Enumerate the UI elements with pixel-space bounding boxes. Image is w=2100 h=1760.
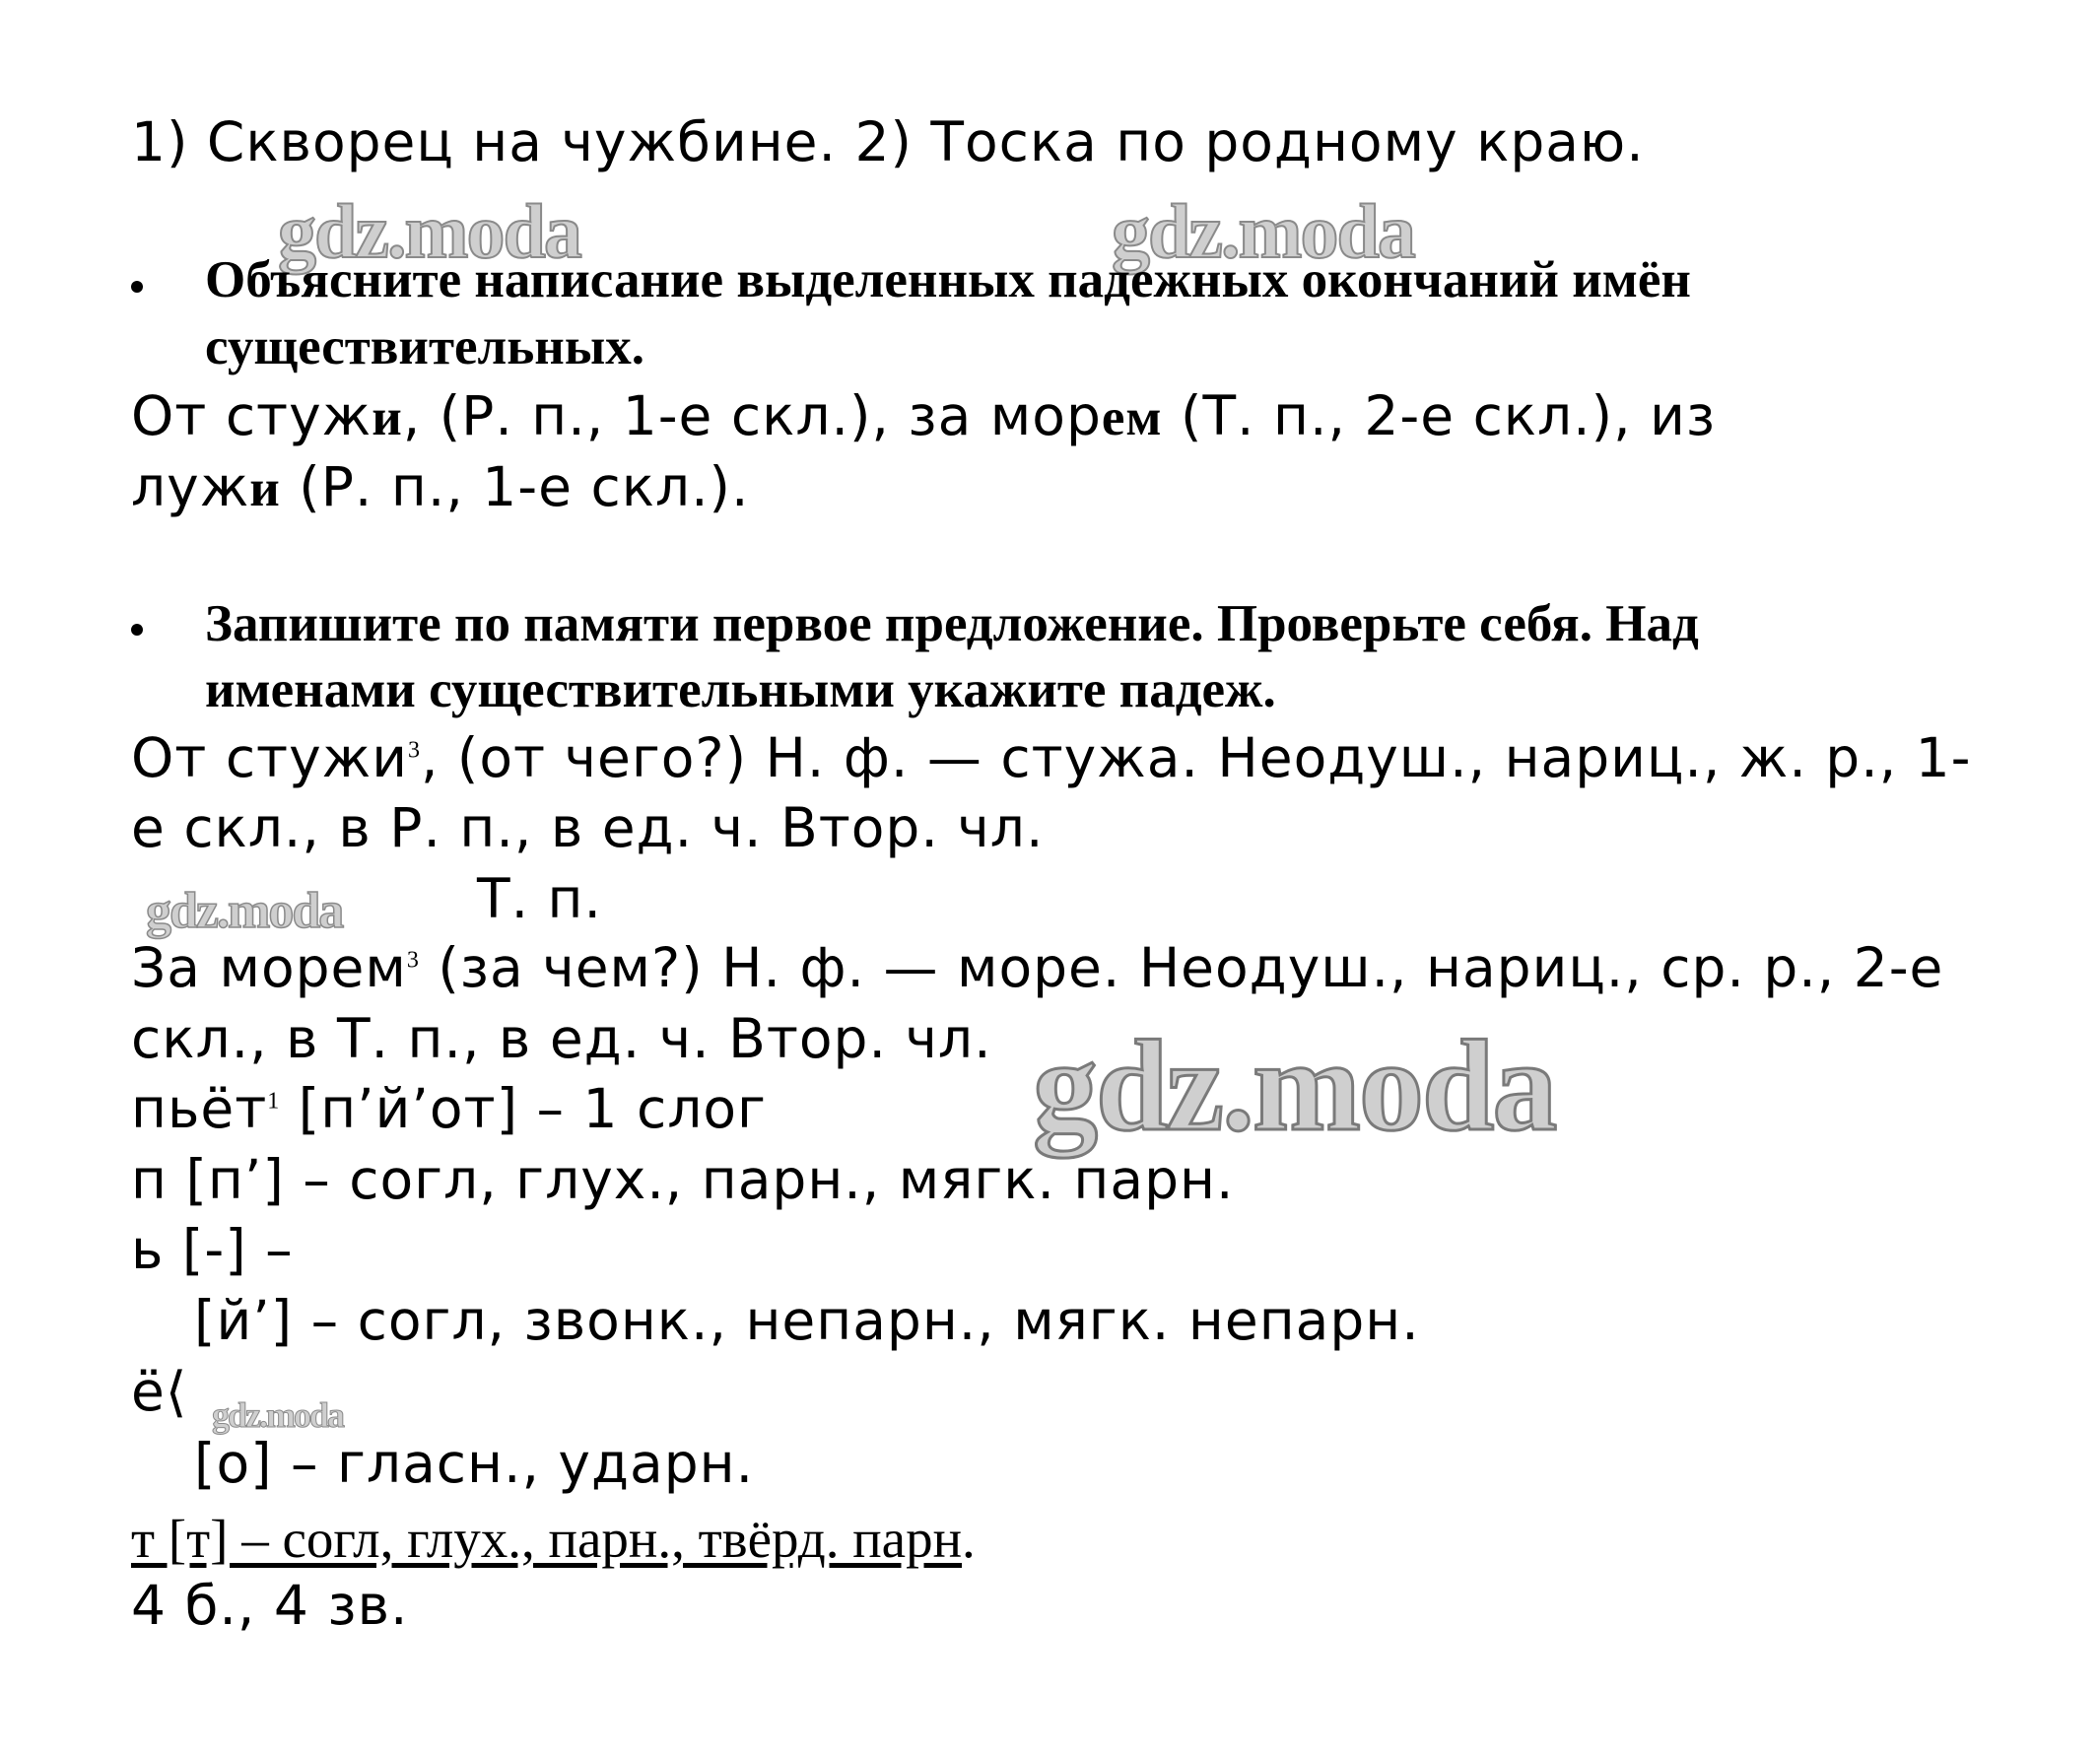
task-1-heading: Объясните написание выделенных падежных окончаний имён bbox=[205, 251, 1691, 308]
phonetic-line: п [п’] – согл, глух., парн., мягк. парн. bbox=[131, 1148, 1235, 1211]
answer-line: е скл., в Р. п., в ед. ч. Втор. чл. bbox=[131, 796, 1045, 859]
phonetic-line: [о] – гласн., ударн. bbox=[194, 1432, 755, 1495]
task-1-heading-cont: существительных. bbox=[205, 318, 644, 375]
answer-line-1: 1) Скворец на чужбине. 2) Тоска по родному краю. bbox=[131, 110, 1645, 173]
bullet-icon bbox=[131, 281, 143, 293]
phonetic-summary: 4 б., 4 зв. bbox=[131, 1574, 409, 1637]
task-2-heading: Запишите по памяти первое предложение. Проверьте себя. Над bbox=[205, 595, 1699, 652]
case-label: Т. п. bbox=[477, 867, 603, 930]
watermark-logo: gdz.moda bbox=[278, 188, 580, 274]
watermark-logo: gdz.moda bbox=[212, 1395, 344, 1435]
answer-line: За морем$^3$ (за чем?) Н. ф. — море. Неодуш., нариц., ср. р., 2-е bbox=[131, 936, 1944, 999]
answer-line: скл., в Т. п., в ед. ч. Втор. чл. bbox=[131, 1007, 992, 1070]
bullet-icon bbox=[131, 624, 143, 636]
phonetic-line: ь [-] – bbox=[131, 1218, 294, 1281]
watermark-logo: gdz.moda bbox=[146, 883, 343, 939]
answer-line: От стужи, (Р. п., 1-е скл.), за морем (Т. п., 2-е скл.), из bbox=[131, 384, 1717, 447]
phonetic-line: [й’] – согл, звонк., непарн., мягк. непарн. bbox=[194, 1289, 1420, 1352]
phonetic-line: ё⟨ bbox=[131, 1360, 188, 1423]
answer-line: лужи (Р. п., 1-е скл.). bbox=[131, 455, 750, 518]
answer-line: От стужи$^3$, (от чего?) Н. ф. — стужа. Неодуш., нариц., ж. р., 1- bbox=[131, 726, 1972, 789]
task-2-heading-cont: именами существительными укажите падеж. bbox=[205, 661, 1276, 718]
watermark-logo: gdz.moda bbox=[1112, 188, 1414, 274]
phonetic-line: т [т] – согл, глух., парн., твёрд. парн. bbox=[131, 1509, 976, 1569]
phonetic-line: пьёт$^1$ [п’й’от] – 1 слог bbox=[131, 1077, 767, 1140]
watermark-logo: gdz.moda bbox=[1033, 1013, 1556, 1158]
